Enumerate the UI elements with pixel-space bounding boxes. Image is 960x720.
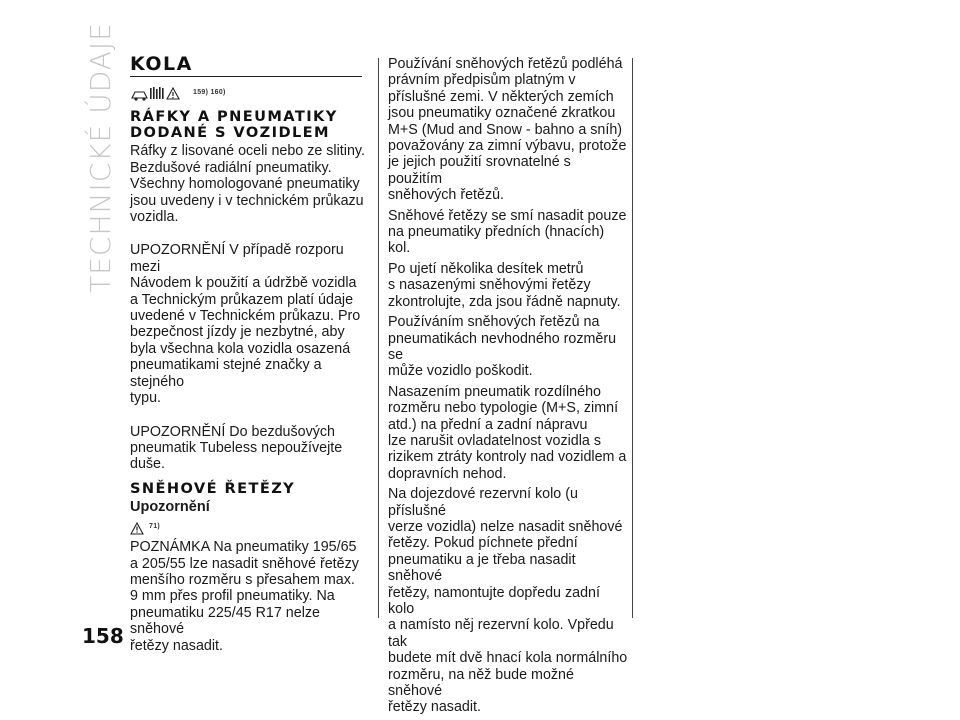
text-line: Návodem k použití a údržbě vozidla: [130, 275, 357, 292]
text-line: uvedené v Technickém průkazu. Pro: [130, 308, 361, 325]
text-line: rozměru nebo typologie (M+S, zimní: [388, 400, 619, 417]
text-line: byla všechna kola vozidla osazená: [130, 340, 351, 357]
text-line: Na dojezdové rezervní kolo (u příslušné: [388, 486, 578, 519]
text-line: právním předpisům platným v: [388, 72, 576, 89]
text-line: budete mít dvě hnací kola normálního: [388, 650, 628, 667]
chapter-side-title: [80, 21, 120, 293]
text-line: typu.: [130, 390, 161, 407]
text-line: Bezdušové radiální pneumatiky.: [130, 159, 332, 176]
paragraph-chains-5: [388, 384, 628, 482]
page-number: 158: [82, 624, 124, 648]
text-line: dopravních nehod.: [388, 465, 507, 482]
paragraph-rims-info: [130, 143, 370, 225]
text-line: pneumatikách nevhodného rozměru se: [388, 330, 617, 363]
warning-ref: [130, 519, 370, 535]
warning-paragraph-2: [130, 424, 370, 473]
paragraph-chains-4: [388, 314, 628, 380]
note-paragraph: [130, 539, 370, 654]
text-line: UPOZORNĚNÍ V případě rozporu mezi: [130, 242, 344, 275]
text-line: lze narušit ovladatelnost vozidla s: [388, 432, 601, 449]
text-line: menšího rozměru s přesahem max.: [130, 571, 355, 588]
version-refs-text: 159) 160): [193, 89, 226, 96]
text-line: jsou pneumatiky označené zkratkou: [388, 105, 616, 122]
text-line: s nasazenými sněhovými řetězy: [388, 277, 591, 294]
paragraph-chains-2: [388, 208, 628, 257]
text-line: řetězy nasadit.: [130, 637, 223, 654]
text-line: pneumatiku 225/45 R17 nelze sněhové: [130, 604, 320, 638]
version-refs: [130, 85, 370, 101]
text-line: Ráfky z lisované oceli nebo ze slitiny.: [130, 143, 365, 160]
text-line: řetězy nasadit.: [388, 699, 481, 716]
text-line: a 205/55 lze nasadit sněhové řetězy: [130, 555, 359, 572]
chapter-side-title-text: TECHNICKÉ ÚDAJE: [83, 21, 117, 293]
paragraph-chains-3: [388, 261, 628, 310]
right-column: [388, 56, 628, 720]
text-line: Všechny homologované pneumatiky: [130, 176, 360, 193]
text-line: vozidla.: [130, 209, 179, 226]
heading-rims-tyres: RÁFKY A PNEUMATIKY DODANÉ S VOZIDLEM: [130, 108, 338, 142]
text-line: verze vozidla) nelze nasadit sněhové: [388, 518, 623, 535]
text-line: Používáním sněhových řetězů na: [388, 314, 600, 331]
text-line: považovány za zimní výbavu, protože: [388, 138, 627, 155]
text-line: jsou uvedeny i v technickém průkazu: [130, 192, 364, 209]
text-line: rozměru, na něž bude možné sněhové: [388, 666, 574, 700]
left-column: [130, 53, 370, 654]
text-line: zkontrolujte, zda jsou řádně napnuty.: [388, 293, 621, 310]
text-line: pneumatiku a je třeba nasadit sněhové: [388, 551, 576, 585]
subheading-warning: Upozornění: [130, 498, 210, 515]
text-line: pneumatik Tubeless nepoužívejte duše.: [130, 439, 343, 473]
paragraph-chains-1: [388, 56, 628, 204]
text-line: na pneumatiky předních (hnacích) kol.: [388, 224, 605, 257]
text-line: může vozidlo poškodit.: [388, 363, 533, 380]
text-line: a namísto něj rezervní kolo. Vpředu tak: [388, 617, 614, 650]
text-line: a Technickým průkazem platí údaje: [130, 291, 354, 308]
text-line: 9 mm přes profil pneumatiky. Na: [130, 588, 335, 605]
paragraph-chains-6: [388, 486, 628, 716]
text-line: M+S (Mud and Snow - bahno a sníh): [388, 121, 623, 138]
warning-triangle-icon: [130, 522, 144, 535]
text-line: je jejich použití srovnatelné s použitím: [388, 154, 571, 187]
text-line: atd.) na přední a zadní nápravu: [388, 416, 588, 433]
text-line: pneumatikami stejné značky a stejného: [130, 357, 322, 390]
text-line: Nasazením pneumatik rozdílného: [388, 383, 601, 400]
text-line: řetězy, namontujte dopředu zadní kolo: [388, 584, 600, 617]
text-line: řetězy. Pokud píchnete přední: [388, 535, 578, 552]
heading-snow-chains: SNĚHOVÉ ŘETĚZY: [130, 479, 296, 497]
warning-paragraph-1: [130, 242, 370, 406]
car-version-icons: [130, 85, 188, 101]
warning-ref-text: 71): [149, 522, 161, 530]
section-title: KOLA: [130, 56, 362, 77]
column-divider-right: [632, 58, 633, 618]
column-divider-left: [378, 58, 379, 618]
text-line: sněhových řetězů.: [388, 187, 505, 204]
text-line: POZNÁMKA Na pneumatiky 195/65: [130, 539, 357, 556]
text-line: UPOZORNĚNÍ Do bezdušových: [130, 423, 335, 440]
text-line: Sněhové řetězy se smí nasadit pouze: [388, 207, 627, 224]
text-line: Používání sněhových řetězů podléhá: [388, 56, 623, 72]
text-line: bezpečnost jízdy je nezbytné, aby: [130, 324, 345, 341]
text-line: Po ujetí několika desítek metrů: [388, 260, 584, 277]
text-line: rizikem ztráty kontroly nad vozidlem a: [388, 449, 627, 466]
text-line: příslušné zemi. V některých zemích: [388, 88, 614, 105]
